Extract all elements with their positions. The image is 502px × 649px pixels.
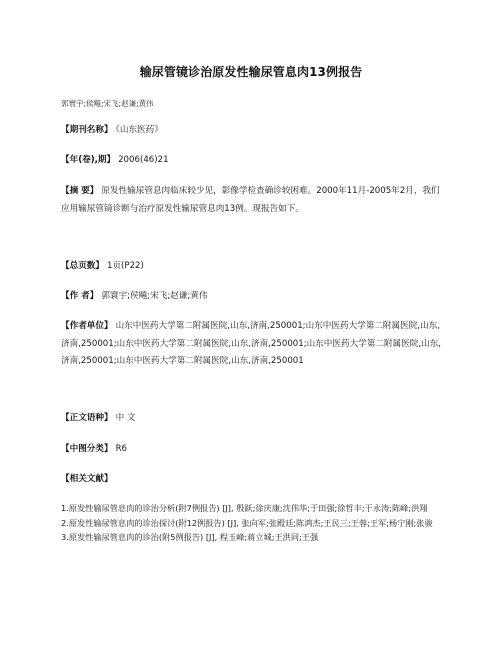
authors-label: 【作 者】: [61, 291, 99, 301]
language-field: [61, 410, 441, 428]
reference-list: [61, 501, 441, 545]
pages-field: [61, 258, 441, 276]
abstract-field: [61, 183, 441, 218]
related-label: 【相关文献】: [61, 474, 113, 484]
classification-value: R6: [115, 444, 128, 454]
reference-item[interactable]: 2.原发性输尿管息肉的诊治探讨(附12例报告) [J], 张向军;张殿廷;陈鸿杰;王民三;王蓉;王军;杨宁刚;张骏: [61, 517, 433, 528]
journal-label: 【期刊名称】: [61, 125, 113, 135]
affiliation-value: 山东中医药大学第二附属医院,山东,济南,250001;山东中医药大学第二附属医院,山东,济南,250001;山东中医药大学第二附属医院,山东,济南,250001;山东中医药大学第二附属医院,山东,济南,250001;山东中医药大学第二附属医院,山东,济南,250001: [61, 321, 441, 366]
pages-label: 【总页数】: [61, 261, 104, 271]
year-issue-value: 2006(46)21: [118, 155, 169, 165]
year-issue-label: 【年(卷),期】: [61, 155, 116, 165]
document-title: 输尿管镜诊治原发性输尿管息肉13例报告: [139, 65, 363, 79]
reference-item[interactable]: 3.原发性输尿管息肉的诊治(附5例报告) [J], 程玉峰;蒋立城;王洪同;王强: [61, 532, 319, 542]
pages-value: 1页(P22): [106, 261, 144, 271]
abstract-label: 【摘 要】: [61, 186, 99, 196]
reference-item[interactable]: 1.原发性输尿管息肉的诊治分析(附7例报告) [J], 殷跃;徐庆康;沈伟华;于田强;徐哲丰;于永涛;陈峰;洪翔: [61, 503, 428, 513]
classification-field: [61, 441, 441, 459]
journal-value: 《山东医药》: [115, 125, 163, 135]
affiliation-label: 【作者单位】: [61, 321, 113, 331]
classification-label: 【中图分类】: [61, 444, 113, 454]
authors-field: [61, 288, 441, 306]
author-names-line: 郭寰宇;侯飚;宋飞;赵谦;黄伟: [61, 99, 154, 108]
related-heading: [61, 471, 441, 489]
language-label: 【正文语种】: [61, 413, 113, 423]
authors-value: 郭寰宇;侯飚;宋飞;赵谦;黄伟: [101, 291, 208, 301]
language-value: 中 文: [115, 413, 136, 423]
journal-field: [61, 122, 441, 140]
abstract-value: 原发性输尿管息肉临床较少见，影像学检查确诊较困难。2000年11月-2005年2月，我们应用输尿管镜诊断与治疗原发性输尿管息肉13例。现报告如下。: [61, 186, 440, 214]
affiliation-field: [61, 318, 441, 371]
year-issue-field: [61, 152, 441, 170]
